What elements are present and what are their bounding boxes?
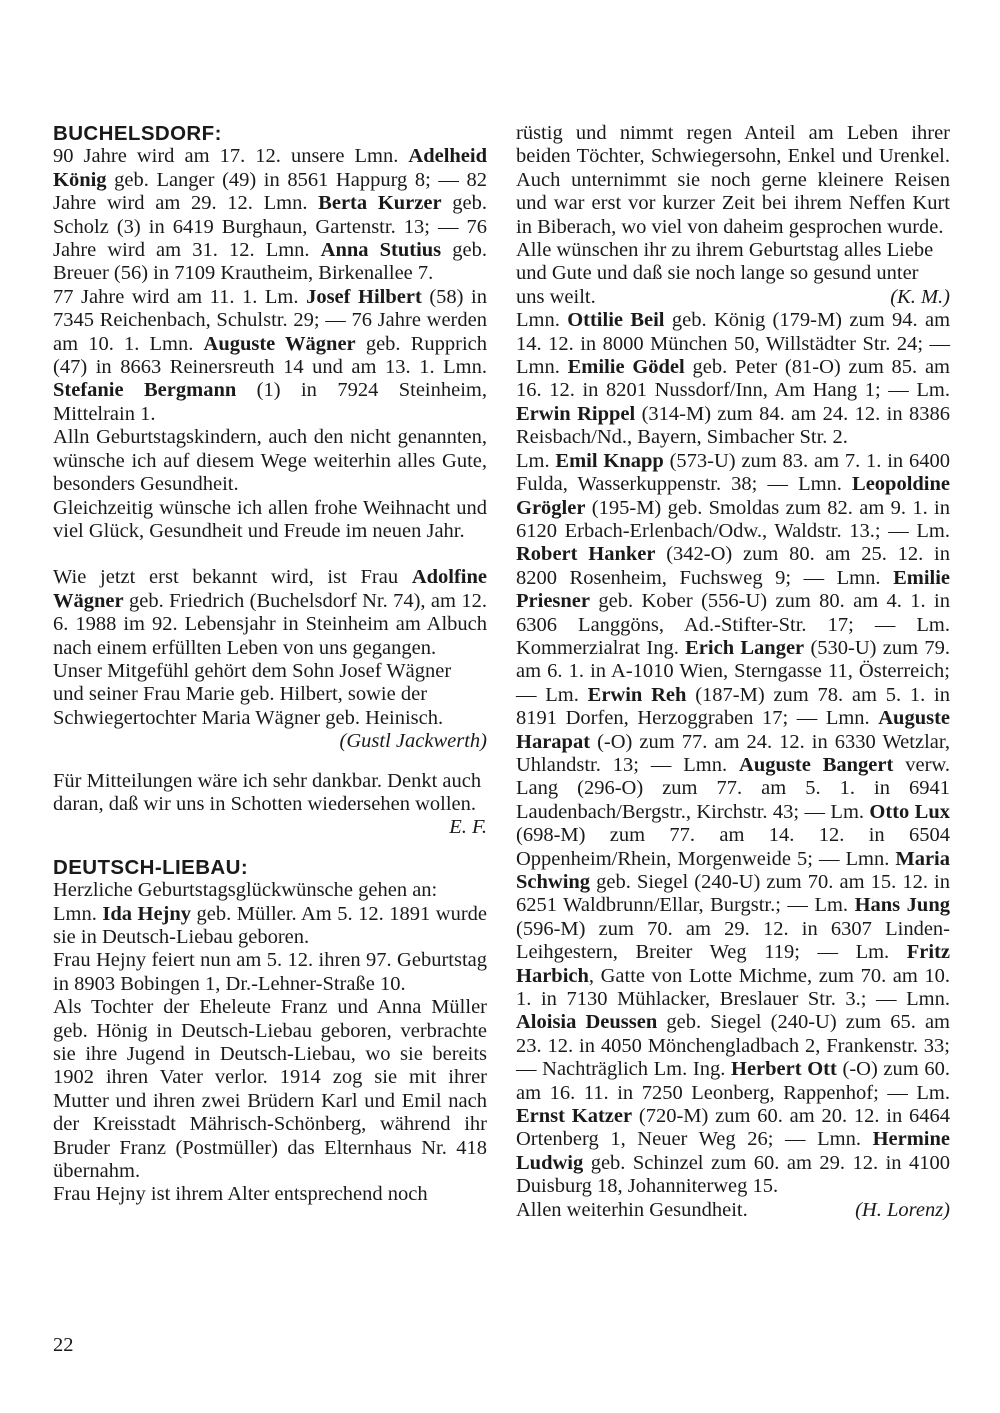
paragraph: Alle wünschen ihr zu ihrem Geburtstag alles Liebe und Gute und daß sie noch lange so gesund unter uns weilt. (K. M.) [516,239,950,308]
paragraph: Als Tochter der Eheleute Franz und Anna Müller geb. Hönig in Deutsch-Liebau geboren, verbrachte sie ihre Jugend in Deutsch-Liebau, wo sie bereits 1902 ihren Vater verlor. 1914 zog sie mit ihrer Mutter und ihren zwei Brüdern Karl und Emil nach der Kreisstadt Mährisch-Schönberg, während ihr Bruder Franz (Postmüller) das Elternhaus Nr. 418 übernahm. [53,996,487,1183]
section-heading-deutsch-liebau: DEUTSCH-LIEBAU: [53,855,249,879]
paragraph: Lmn. Ottilie Beil geb. König (179-M) zum 94. am 14. 12. in 8000 München 50, Willstädter Str. 24; — Lmn. Emilie Gödel geb. Peter (81-O) zum 85. am 16. 12. in 8201 Nussdorf/Inn, Am Hang 1; — Lm. Erwin Rippel (314-M) zum 84. am 24. 12. in 8386 Reisbach/Nd., Bayern, Simbacher Str. 2. [516,309,951,449]
paragraph: Unser Mitgefühl gehört dem Sohn Josef Wägner und seiner Frau Marie geb. Hilbert, sowie der Schwiegertochter Maria Wägner geb. Heinisch. (Gustl Jackwerth) [53,659,487,753]
paragraph: Frau Hejny feiert nun am 5. 12. ihren 97. Geburtstag in 8903 Bobingen 1, Dr.-Lehner-Straße 10. [53,949,487,995]
right-column [516,122,950,1222]
signature-jackwerth: (Gustl Jackwerth) [339,730,487,753]
left-column [53,122,487,1207]
signature-km: (K. M.) [890,285,950,308]
section-heading-buchelsdorf: BUCHELSDORF: [53,122,222,145]
paragraph: 77 Jahre wird am 11. 1. Lm. Josef Hilbert (58) in 7345 Reichenbach, Schulstr. 29; — 76 Jahre werden am 10. 1. Lmn. Auguste Wägner geb. Rupprich (47) in 8663 Reinersreuth 14 und am 13. 1. Lmn. Stefanie Bergmann (1) in 7924 Steinheim, Mittelrain 1. [53,285,487,425]
signature-lorenz: (H. Lorenz) [855,1198,950,1221]
paragraph: Frau Hejny ist ihrem Alter entsprechend noch [53,1183,428,1206]
paragraph: Lm. Emil Knapp (573-U) zum 83. am 7. 1. in 6400 Fulda, Wasserkuppenstr. 38; — Lmn. Leopoldine Grögler (195-M) geb. Smoldas zum 82. am 9. 1. in 6120 Erbach-Erlenbach/Odw., Waldstr. 13.; — Lm. Robert Hanker (342-O) zum 80. am 25. 12. in 8200 Rosenheim, Fuchsweg 9; — Lmn. Emilie Priesner geb. Kober (556-U) zum 80. am 4. 1. in 6306 Langgöns, Ad.-Stifter-Str. 17; — Lm. Kommerzialrat Ing. Erich Langer (530-U) zum 79. am 6. 1. in A-1010 Wien, Sterngasse 11, Österreich; — Lm. Erwin Reh (187-M) zum 78. am 5. 1. in 8191 Dorfen, Herzoggraben 17; — Lmn. Auguste Harapat (-O) zum 77. am 24. 12. in 6330 Wetzlar, Uhlandstr. 13; — Lmn. Auguste Bangert verw. Lang (296-O) zum 77. am 5. 1. in 6941 Laudenbach/Bergstr., Kirchstr. 43; — Lm. Otto Lux (698-M) zum 77. am 14. 12. in 6504 Oppenheim/Rhein, Morgenweide 5; — Lmn. Maria Schwing geb. Siegel (240-U) zum 70. am 15. 12. in 6251 Waldbrunn/Ellar, Burgstr.; — Lm. Hans Jung (596-M) zum 70. am 29. 12. in 6307 Linden-Leihgestern, Breiter Weg 119; — Lm. Fritz Harbich, Gatte von Lotte Michme, zum 70. am 10. 1. in 7130 Mühlacker, Breslauer Str. 3.; — Lmn. Aloisia Deussen geb. Siegel (240-U) zum 65. am 23. 12. in 4050 Mönchengladbach 2, Frankenstr. 33; — Nachträglich Lm. Ing. Herbert Ott (-O) zum 60. am 16. 11. in 7250 Leonberg, Rappenhof; — Lm. Ernst Katzer (720-M) zum 60. am 20. 12. in 6464 Ortenberg 1, Neuer Weg 26; — Lmn. Hermine Ludwig geb. Schinzel zum 60. am 29. 12. in 4100 Duisburg 18, Johanniterweg 15. [516,449,951,1198]
paragraph: rüstig und nimmt regen Anteil am Leben ihrer beiden Töchter, Schwiegersohn, Enkel und Urenkel. Auch unternimmt sie noch gerne kleinere Reisen und war erst vor kurzer Zeit bei ihrem Neffen Kurt in Biberach, wo viel von daheim gesprochen wurde. [516,122,950,238]
page-number: 22 [53,1334,74,1356]
paragraph: Allen weiterhin Gesundheit. (H. Lorenz) [516,1198,950,1221]
paragraph: Herzliche Geburtstagsglückwünsche gehen an: [53,879,438,902]
paragraph: Alln Geburtstagskindern, auch den nicht genannten, wünsche ich auf diesem Wege weiterhin alles Gute, besonders Gesundheit. [53,426,487,496]
signature-ef: E. F. [449,816,487,839]
paragraph: Wie jetzt erst bekannt wird, ist Frau Adolfine Wägner geb. Friedrich (Buchelsdorf Nr. 74), am 12. 6. 1988 im 92. Lebensjahr in Steinheim am Albuch nach einem erfüllten Leben von uns gegangen. [53,566,487,659]
paragraph: Gleichzeitig wünsche ich allen frohe Weihnacht und viel Glück, Gesundheit und Freude im neuen Jahr. [53,496,487,542]
paragraph: 90 Jahre wird am 17. 12. unsere Lmn. Adelheid König geb. Langer (49) in 8561 Happurg 8; — 82 Jahre wird am 29. 12. Lmn. Berta Kurzer geb. Scholz (3) in 6419 Burghaun, Gartenstr. 13; — 76 Jahre wird am 31. 12. Lmn. Anna Stutius geb. Breuer (56) in 7109 Krautheim, Birkenallee 7. [53,145,487,285]
paragraph: Lmn. Ida Hejny geb. Müller. Am 5. 12. 1891 wurde sie in Deutsch-Liebau geboren. [53,902,487,948]
paragraph: Für Mitteilungen wäre ich sehr dankbar. Denkt auch daran, daß wir uns in Schotten wiedersehen wollen. E. F. [53,769,487,839]
